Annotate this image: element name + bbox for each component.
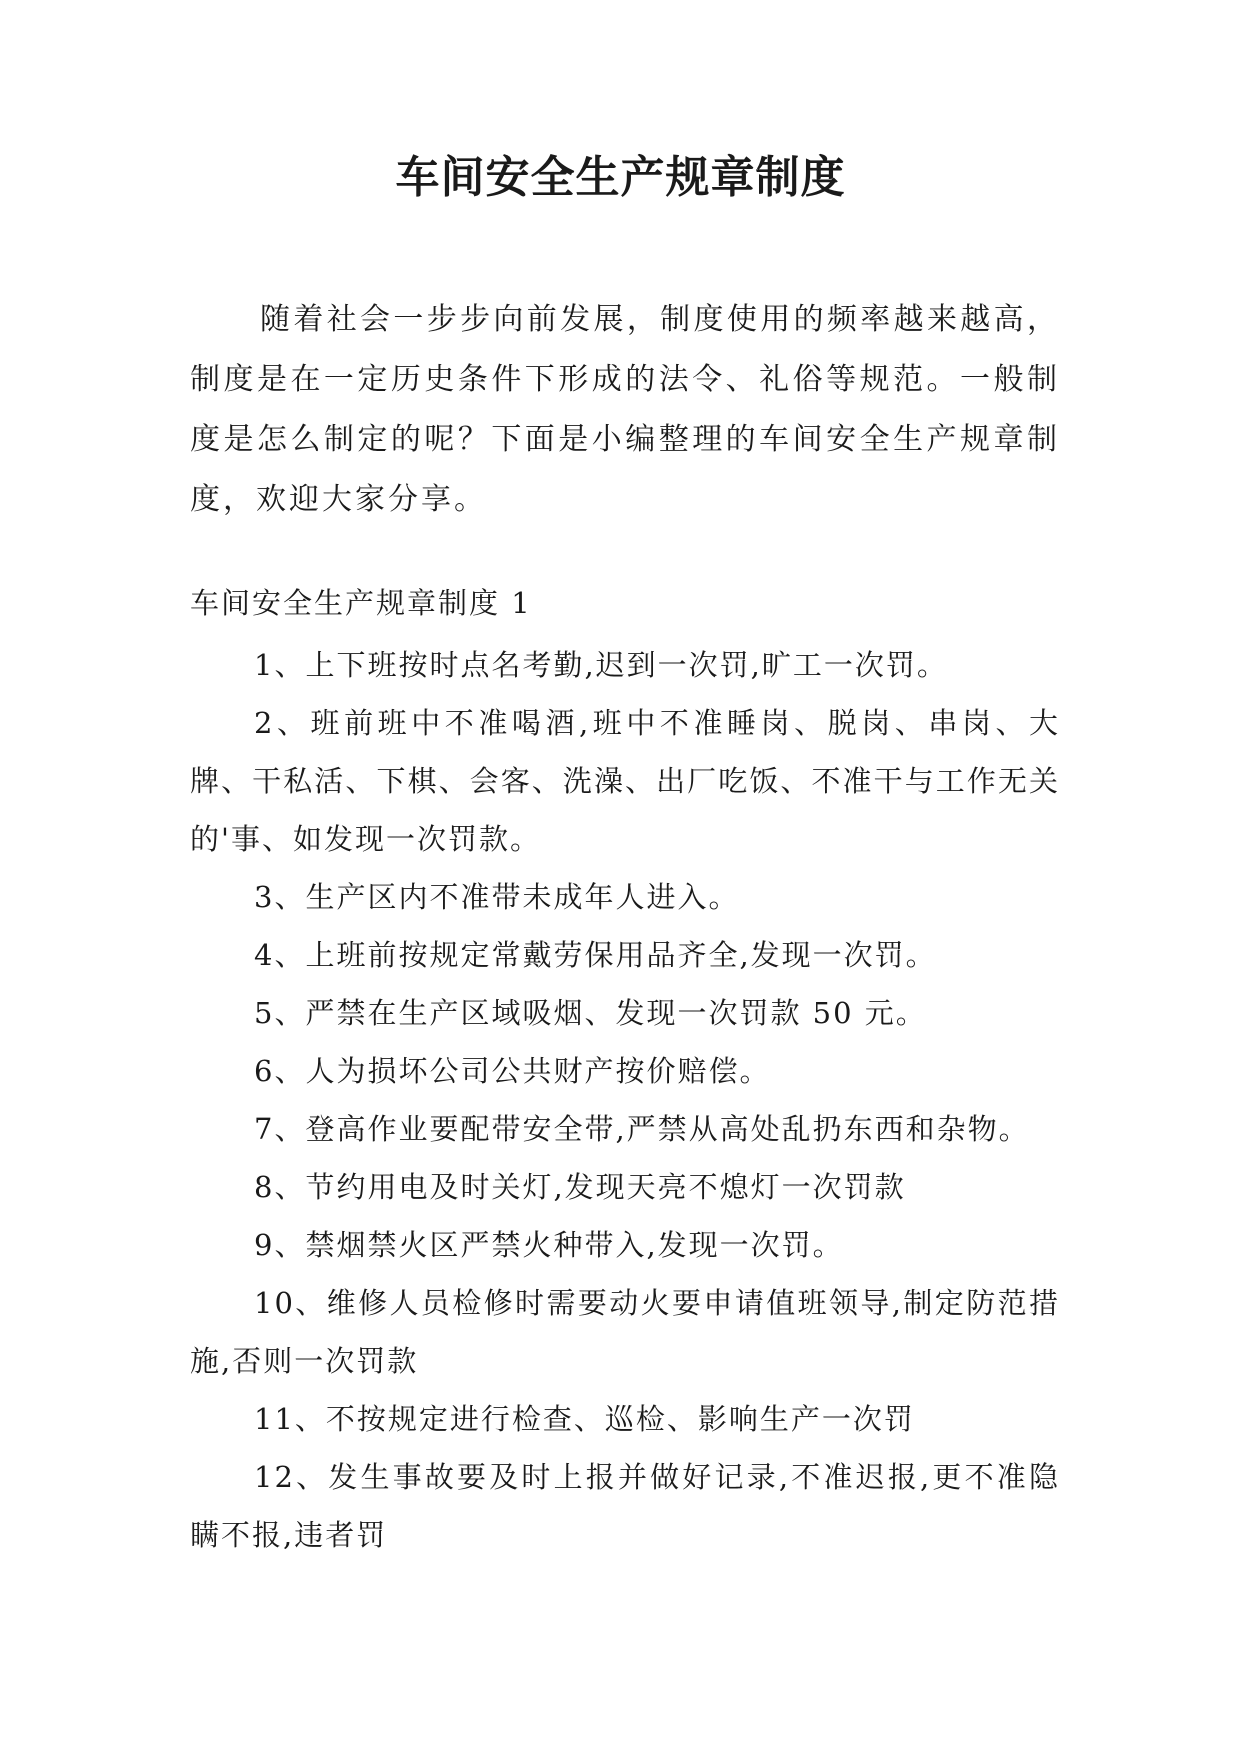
rule-item-2: 2、班前班中不准喝酒,班中不准睡岗、脱岗、串岗、大牌、干私活、下棋、会客、洗澡、出厂吃饭、不准干与工作无关的'事、如发现一次罚款。	[190, 706, 1060, 856]
intro-paragraph: 随着社会一步步向前发展，制度使用的频率越来越高，制度是在一定历史条件下形成的法令、礼俗等规范。一般制度是怎么制定的呢？下面是小编整理的车间安全生产规章制度，欢迎大家分享。	[190, 302, 1060, 517]
rule-item-8: 8、节约用电及时关灯,发现天亮不熄灯一次罚款	[254, 1170, 906, 1204]
rule-item-5: 5、严禁在生产区域吸烟、发现一次罚款 50 元。	[254, 996, 927, 1030]
rule-item-3: 3、生产区内不准带未成年人进入。	[254, 880, 740, 914]
rule-item-11: 11、不按规定进行检查、巡检、影响生产一次罚	[254, 1402, 915, 1436]
rule-item-6: 6、人为损坏公司公共财产按价赔偿。	[254, 1054, 771, 1088]
rule-item-7: 7、登高作业要配带安全带,严禁从高处乱扔东西和杂物。	[254, 1112, 1030, 1146]
rule-item-9: 9、禁烟禁火区严禁火种带入,发现一次罚。	[254, 1228, 844, 1262]
document-title: 车间安全生产规章制度	[395, 152, 846, 203]
rules-list	[190, 636, 1060, 1564]
rule-item-12: 12、发生事故要及时上报并做好记录,不准迟报,更不准隐瞒不报,违者罚	[190, 1460, 1060, 1552]
section-heading: 车间安全生产规章制度 1	[190, 586, 532, 620]
rule-item-4: 4、上班前按规定常戴劳保用品齐全,发现一次罚。	[254, 938, 937, 972]
rule-item-10: 10、维修人员检修时需要动火要申请值班领导,制定防范措施,否则一次罚款	[190, 1286, 1060, 1378]
rule-item-1: 1、上下班按时点名考勤,迟到一次罚,旷工一次罚。	[254, 648, 948, 682]
